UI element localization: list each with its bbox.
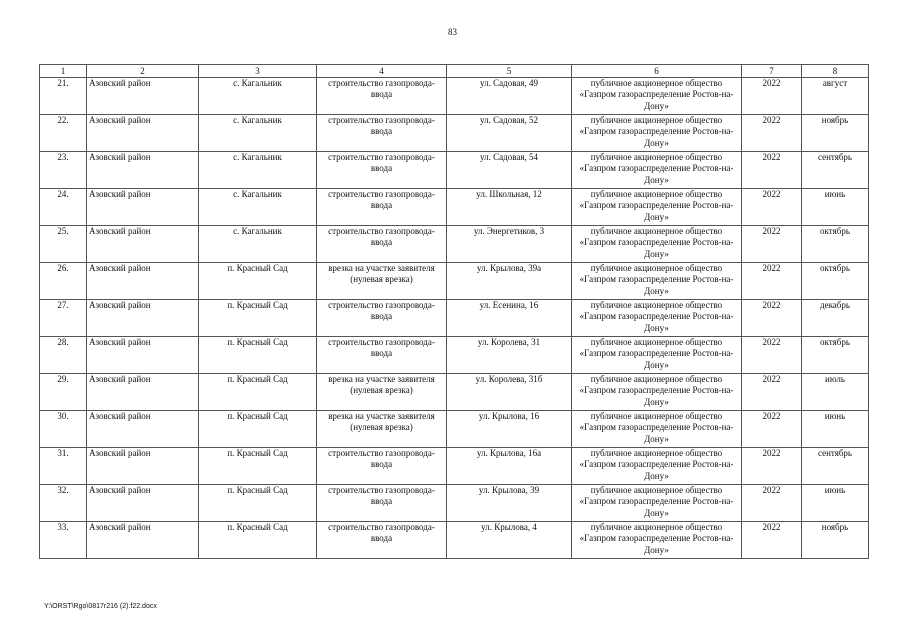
- year-cell: 2022: [742, 78, 802, 115]
- work-type-cell: строительство газопровода-ввода: [317, 337, 447, 374]
- organization-cell: публичное акционерное общество «Газпром газораспределение Ростов-на-Дону»: [572, 411, 742, 448]
- address-cell: ул. Энергетиков, 3: [447, 226, 572, 263]
- column-header: 1: [40, 65, 87, 78]
- row-number-cell: 33.: [40, 522, 87, 559]
- work-type-cell: строительство газопровода-ввода: [317, 78, 447, 115]
- organization-cell: публичное акционерное общество «Газпром газораспределение Ростов-на-Дону»: [572, 448, 742, 485]
- locality-cell: п. Красный Сад: [199, 522, 317, 559]
- table-row: [40, 226, 869, 263]
- locality-cell: п. Красный Сад: [199, 411, 317, 448]
- year-cell: 2022: [742, 374, 802, 411]
- district-cell: Азовский район: [87, 411, 199, 448]
- work-type-cell: врезка на участке заявителя (нулевая врезка): [317, 374, 447, 411]
- row-number-cell: 27.: [40, 300, 87, 337]
- table-row: [40, 300, 869, 337]
- year-cell: 2022: [742, 226, 802, 263]
- year-cell: 2022: [742, 263, 802, 300]
- address-cell: ул. Крылова, 4: [447, 522, 572, 559]
- column-header: 7: [742, 65, 802, 78]
- organization-cell: публичное акционерное общество «Газпром газораспределение Ростов-на-Дону»: [572, 300, 742, 337]
- work-type-cell: строительство газопровода-ввода: [317, 115, 447, 152]
- year-cell: 2022: [742, 411, 802, 448]
- month-cell: август: [802, 78, 869, 115]
- district-cell: Азовский район: [87, 115, 199, 152]
- column-header: 8: [802, 65, 869, 78]
- month-cell: ноябрь: [802, 522, 869, 559]
- locality-cell: п. Красный Сад: [199, 485, 317, 522]
- column-header: 5: [447, 65, 572, 78]
- year-cell: 2022: [742, 189, 802, 226]
- locality-cell: с. Кагальник: [199, 189, 317, 226]
- address-cell: ул. Крылова, 16: [447, 411, 572, 448]
- gas-connection-table: [39, 64, 869, 559]
- locality-cell: с. Кагальник: [199, 152, 317, 189]
- address-cell: ул. Садовая, 52: [447, 115, 572, 152]
- table-row: [40, 448, 869, 485]
- row-number-cell: 24.: [40, 189, 87, 226]
- address-cell: ул. Садовая, 54: [447, 152, 572, 189]
- month-cell: июнь: [802, 485, 869, 522]
- address-cell: ул. Королева, 31б: [447, 374, 572, 411]
- month-cell: июль: [802, 374, 869, 411]
- month-cell: октябрь: [802, 263, 869, 300]
- address-cell: ул. Школьная, 12: [447, 189, 572, 226]
- month-cell: июнь: [802, 189, 869, 226]
- work-type-cell: строительство газопровода-ввода: [317, 189, 447, 226]
- month-cell: сентябрь: [802, 152, 869, 189]
- district-cell: Азовский район: [87, 448, 199, 485]
- year-cell: 2022: [742, 115, 802, 152]
- district-cell: Азовский район: [87, 522, 199, 559]
- work-type-cell: врезка на участке заявителя (нулевая врезка): [317, 411, 447, 448]
- locality-cell: п. Красный Сад: [199, 337, 317, 374]
- district-cell: Азовский район: [87, 485, 199, 522]
- column-header: 4: [317, 65, 447, 78]
- year-cell: 2022: [742, 152, 802, 189]
- district-cell: Азовский район: [87, 374, 199, 411]
- row-number-cell: 30.: [40, 411, 87, 448]
- district-cell: Азовский район: [87, 300, 199, 337]
- organization-cell: публичное акционерное общество «Газпром газораспределение Ростов-на-Дону»: [572, 485, 742, 522]
- work-type-cell: строительство газопровода-ввода: [317, 522, 447, 559]
- address-cell: ул. Садовая, 49: [447, 78, 572, 115]
- table-row: [40, 485, 869, 522]
- district-cell: Азовский район: [87, 78, 199, 115]
- locality-cell: п. Красный Сад: [199, 263, 317, 300]
- row-number-cell: 31.: [40, 448, 87, 485]
- table-row: [40, 411, 869, 448]
- locality-cell: п. Красный Сад: [199, 448, 317, 485]
- month-cell: октябрь: [802, 337, 869, 374]
- row-number-cell: 29.: [40, 374, 87, 411]
- work-type-cell: строительство газопровода-ввода: [317, 300, 447, 337]
- year-cell: 2022: [742, 300, 802, 337]
- table-header-row: [40, 65, 869, 78]
- table-row: [40, 374, 869, 411]
- locality-cell: с. Кагальник: [199, 115, 317, 152]
- table-row: [40, 522, 869, 559]
- organization-cell: публичное акционерное общество «Газпром газораспределение Ростов-на-Дону»: [572, 226, 742, 263]
- address-cell: ул. Крылова, 39: [447, 485, 572, 522]
- row-number-cell: 22.: [40, 115, 87, 152]
- row-number-cell: 28.: [40, 337, 87, 374]
- month-cell: сентябрь: [802, 448, 869, 485]
- organization-cell: публичное акционерное общество «Газпром газораспределение Ростов-на-Дону»: [572, 374, 742, 411]
- month-cell: июнь: [802, 411, 869, 448]
- table-row: [40, 152, 869, 189]
- address-cell: ул. Крылова, 16а: [447, 448, 572, 485]
- organization-cell: публичное акционерное общество «Газпром газораспределение Ростов-на-Дону»: [572, 337, 742, 374]
- month-cell: ноябрь: [802, 115, 869, 152]
- month-cell: декабрь: [802, 300, 869, 337]
- organization-cell: публичное акционерное общество «Газпром газораспределение Ростов-на-Дону»: [572, 152, 742, 189]
- table-body: [40, 65, 869, 559]
- row-number-cell: 32.: [40, 485, 87, 522]
- district-cell: Азовский район: [87, 189, 199, 226]
- organization-cell: публичное акционерное общество «Газпром газораспределение Ростов-на-Дону»: [572, 78, 742, 115]
- year-cell: 2022: [742, 337, 802, 374]
- organization-cell: публичное акционерное общество «Газпром газораспределение Ростов-на-Дону»: [572, 263, 742, 300]
- table-row: [40, 189, 869, 226]
- row-number-cell: 21.: [40, 78, 87, 115]
- year-cell: 2022: [742, 485, 802, 522]
- table-row: [40, 78, 869, 115]
- district-cell: Азовский район: [87, 152, 199, 189]
- year-cell: 2022: [742, 448, 802, 485]
- district-cell: Азовский район: [87, 337, 199, 374]
- locality-cell: п. Красный Сад: [199, 300, 317, 337]
- address-cell: ул. Крылова, 39а: [447, 263, 572, 300]
- table-row: [40, 337, 869, 374]
- organization-cell: публичное акционерное общество «Газпром газораспределение Ростов-на-Дону»: [572, 115, 742, 152]
- column-header: 6: [572, 65, 742, 78]
- month-cell: октябрь: [802, 226, 869, 263]
- locality-cell: с. Кагальник: [199, 226, 317, 263]
- table-row: [40, 263, 869, 300]
- district-cell: Азовский район: [87, 226, 199, 263]
- year-cell: 2022: [742, 522, 802, 559]
- work-type-cell: строительство газопровода-ввода: [317, 485, 447, 522]
- column-header: 3: [199, 65, 317, 78]
- address-cell: ул. Королева, 31: [447, 337, 572, 374]
- table-row: [40, 115, 869, 152]
- locality-cell: с. Кагальник: [199, 78, 317, 115]
- row-number-cell: 26.: [40, 263, 87, 300]
- row-number-cell: 25.: [40, 226, 87, 263]
- column-header: 2: [87, 65, 199, 78]
- page-number: 83: [448, 27, 457, 37]
- organization-cell: публичное акционерное общество «Газпром газораспределение Ростов-на-Дону»: [572, 189, 742, 226]
- address-cell: ул. Есенина, 16: [447, 300, 572, 337]
- work-type-cell: врезка на участке заявителя (нулевая врезка): [317, 263, 447, 300]
- work-type-cell: строительство газопровода-ввода: [317, 152, 447, 189]
- footer-file-path: Y:\ORST\Rgo\0817r216 (2).f22.docx: [44, 603, 157, 610]
- row-number-cell: 23.: [40, 152, 87, 189]
- organization-cell: публичное акционерное общество «Газпром газораспределение Ростов-на-Дону»: [572, 522, 742, 559]
- district-cell: Азовский район: [87, 263, 199, 300]
- locality-cell: п. Красный Сад: [199, 374, 317, 411]
- work-type-cell: строительство газопровода-ввода: [317, 448, 447, 485]
- work-type-cell: строительство газопровода-ввода: [317, 226, 447, 263]
